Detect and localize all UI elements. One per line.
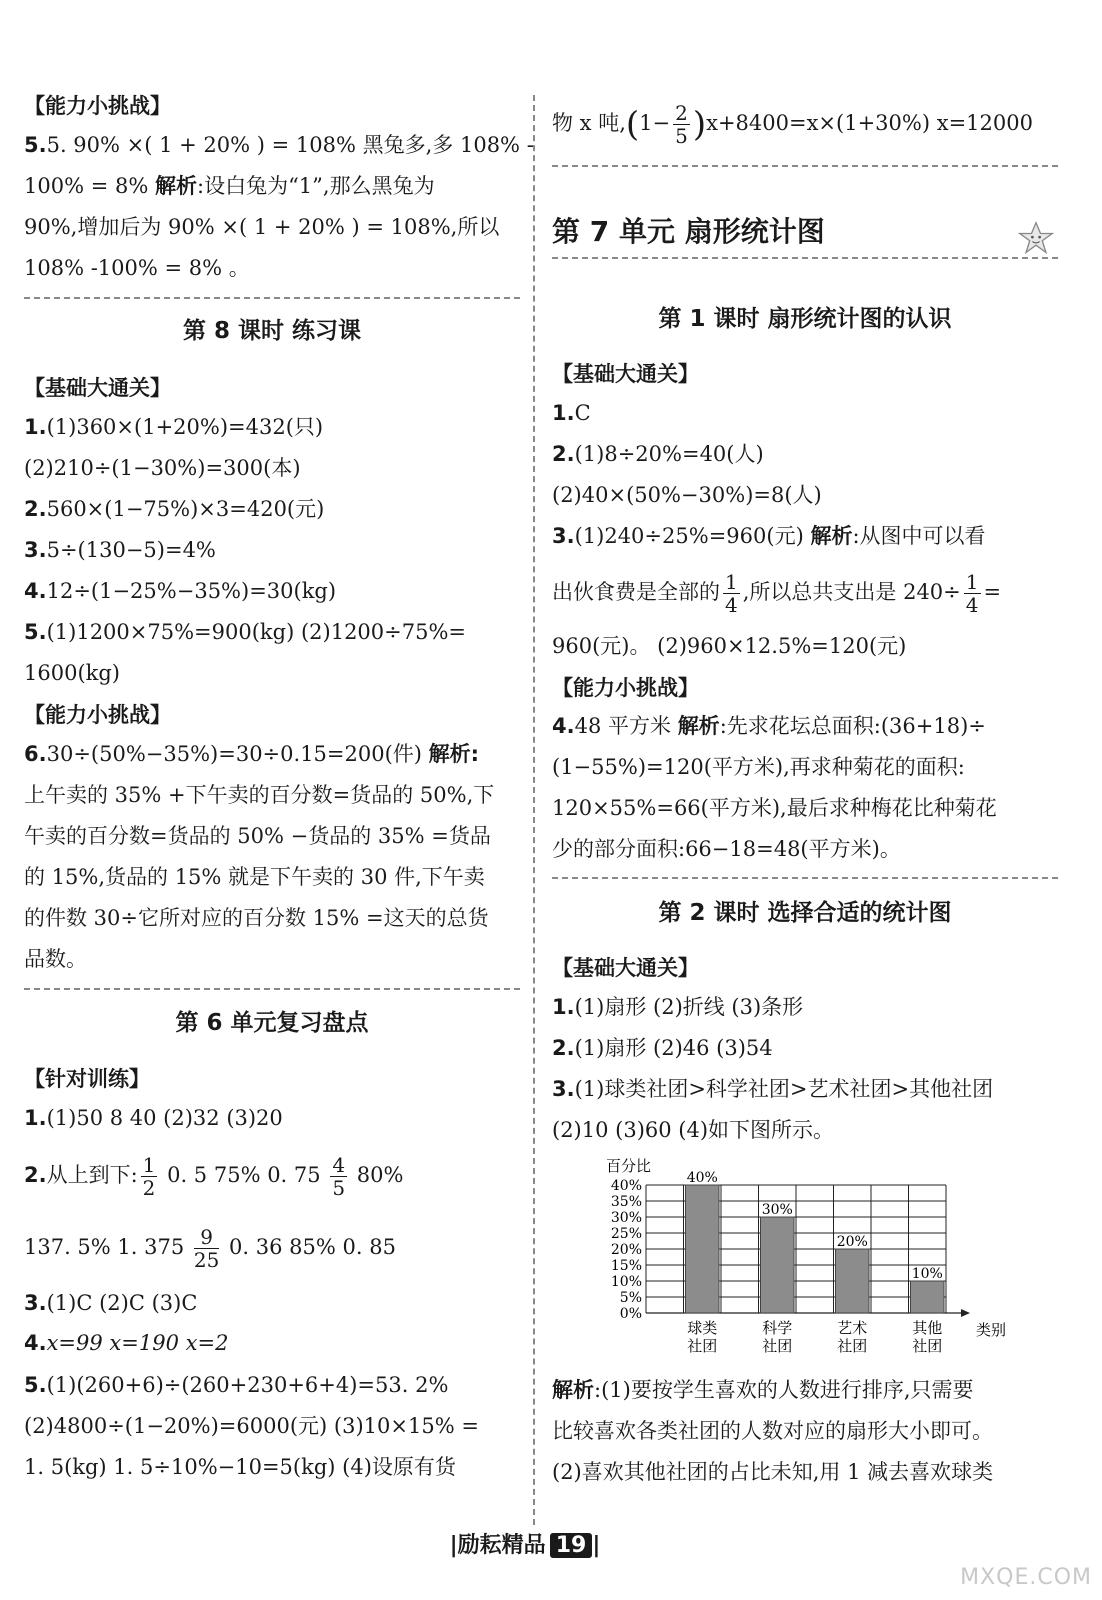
q-number: 6.: [24, 742, 47, 766]
answer-text: 5÷(130−5)=4%: [46, 538, 216, 562]
unit-title: 第 7 单元 扇形统计图: [552, 215, 825, 248]
q-number: 5.: [24, 133, 47, 157]
y-tick-label: 5%: [619, 1290, 642, 1306]
answer-line: 1600(kg): [24, 661, 120, 685]
section-tag: 【基础大通关】: [552, 956, 699, 980]
section-tag: 【基础大通关】: [552, 362, 699, 386]
bar: [836, 1249, 870, 1313]
answer-line: [552, 398, 591, 428]
answer-text: 0. 36 85% 0. 85: [229, 1235, 396, 1259]
answer-line: [24, 171, 435, 201]
answer-text: 从上到下:: [46, 1163, 138, 1187]
answer-text: :先求花坛总面积:(36+18)÷: [719, 714, 986, 738]
answer-line: 午卖的百分数=货品的 50% −货品的 35% =货品: [24, 824, 491, 848]
y-axis-label: 百分比: [606, 1157, 652, 1175]
analysis-label: 解析:: [428, 742, 480, 766]
answer-text: ,所以总共支出是 240÷: [742, 580, 961, 604]
answer-text: C: [574, 401, 591, 425]
answer-text: :(1)要按学生喜欢的人数进行排序,只需要: [594, 1378, 974, 1402]
answer-line: (2)210÷(1−30%)=300(本): [24, 456, 301, 480]
watermark: MXQE.COM: [960, 1565, 1092, 1590]
answer-text: x=99 x=190 x=2: [46, 1331, 229, 1355]
answer-line: [24, 739, 479, 769]
answer-line: 品数。: [24, 947, 87, 971]
answer-line: [552, 521, 986, 551]
answer-line: [552, 711, 986, 741]
answer-text: 0. 5 75% 0. 75: [167, 1163, 321, 1187]
answer-text: 80%: [356, 1163, 404, 1187]
answer-line: [24, 412, 323, 442]
bar-value-label: 10%: [911, 1266, 943, 1282]
answer-text: :设白兔为“1”,那么黑兔为: [197, 174, 435, 198]
q-number: 3.: [552, 1077, 575, 1101]
x-axis-label: 类别: [976, 1321, 1007, 1339]
y-tick-label: 0%: [619, 1306, 642, 1322]
section-divider: [24, 988, 520, 990]
answer-line: [24, 1150, 403, 1200]
answer-line: (2)40×(50%−30%)=8(人): [552, 483, 822, 507]
paren-close: ): [692, 104, 707, 145]
page-footer: |励耘精品 19 |: [449, 1533, 601, 1558]
answer-line: 1. 5(kg) 1. 5÷10%−10=5(kg) (4)设原有货: [24, 1455, 456, 1479]
lesson-title: 第 1 课时 扇形统计图的认识: [658, 306, 952, 332]
answer-text: (1)C (2)C (3)C: [46, 1291, 198, 1315]
analysis-label: 解析: [810, 524, 853, 548]
answer-text: x+8400=x×(1+30%) x=12000: [706, 111, 1033, 135]
x-axis-arrow: [961, 1309, 970, 1317]
bar-value-label: 30%: [761, 1202, 793, 1218]
bar: [686, 1185, 720, 1313]
lesson-title: 第 8 课时 练习课: [182, 318, 362, 344]
q-number: 4.: [552, 714, 575, 738]
bar-value-label: 20%: [836, 1234, 868, 1250]
answer-line: [24, 617, 466, 647]
section-divider: [552, 877, 1058, 879]
answer-text: 5. 90% ×( 1 + 20% ) = 108% 黑兔多,多 108% -: [46, 133, 534, 157]
answer-line: [24, 1288, 197, 1318]
answer-line: (2)喜欢其他社团的占比未知,用 1 减去喜欢球类: [552, 1460, 994, 1484]
answer-text: (1)240÷25%=960(元): [574, 524, 804, 548]
fraction: $\frac{2}{5}$: [675, 101, 688, 148]
answer-text: (1)360×(1+20%)=432(只): [46, 415, 324, 439]
q-number: 2.: [24, 497, 47, 521]
section-tag: 【针对训练】: [24, 1067, 150, 1091]
answer-line: (2)4800÷(1−20%)=6000(元) (3)10×15% =: [24, 1414, 479, 1438]
fraction: $\frac{9}{25}$: [193, 1225, 220, 1272]
q-number: 4.: [24, 1331, 47, 1355]
section-tag: 【基础大通关】: [24, 376, 171, 400]
answer-line: [24, 535, 216, 565]
y-tick-label: 40%: [610, 1178, 642, 1194]
answer-text: 物 x 吨,: [552, 111, 626, 135]
q-number: 4.: [24, 579, 47, 603]
answer-line: 的 15%,货品的 15% 就是下午卖的 30 件,下午卖: [24, 865, 485, 889]
answer-line: [24, 1328, 228, 1358]
column-divider: [533, 95, 535, 1525]
answer-text: =: [983, 580, 1002, 604]
answer-text: (1)8÷20%=40(人): [574, 442, 764, 466]
y-tick-label: 30%: [610, 1210, 642, 1226]
x-tick-label: 社团: [912, 1337, 943, 1355]
answer-text: 1−: [639, 111, 671, 135]
section-divider: [552, 165, 1058, 167]
answer-text: 12÷(1−25%−35%)=30(kg): [46, 579, 337, 603]
x-tick-label: 科学: [762, 1319, 793, 1337]
x-tick-label: 艺术: [837, 1319, 868, 1337]
section-divider: [552, 257, 1058, 259]
x-tick-label: 球类: [687, 1319, 718, 1337]
answer-line: 的件数 30÷它所对应的百分数 15% =这天的总货: [24, 906, 489, 930]
x-tick-label: 社团: [837, 1337, 868, 1355]
bar: [911, 1281, 945, 1313]
q-number: 1.: [24, 415, 47, 439]
paren-open: (: [625, 104, 640, 145]
lesson-title: 第 6 单元复习盘点: [175, 1010, 369, 1036]
answer-text: 30÷(50%−35%)=30÷0.15=200(件): [46, 742, 422, 766]
answer-line: 上午卖的 35% +下午卖的百分数=货品的 50%,下: [24, 783, 495, 807]
answer-line: 少的部分面积:66−18=48(平方米)。: [552, 837, 901, 861]
answer-text: (1)球类社团>科学社团>艺术社团>其他社团: [574, 1077, 994, 1101]
analysis-label: 解析: [552, 1378, 594, 1402]
answer-line: [24, 1370, 448, 1400]
answer-line: [24, 1220, 396, 1274]
answer-text: 100% = 8%: [24, 174, 149, 198]
answer-line: [24, 494, 324, 524]
answer-line: 比较喜欢各类社团的人数对应的扇形大小即可。: [552, 1419, 993, 1443]
q-number: 2.: [552, 442, 575, 466]
q-number: 2.: [24, 1163, 47, 1187]
q-number: 3.: [24, 1291, 47, 1315]
answer-line: 90%,增加后为 90% ×( 1 + 20% ) = 108%,所以: [24, 215, 500, 239]
bar-chart: [600, 1150, 1007, 1360]
brand-name: 励耘精品: [457, 1533, 546, 1558]
fraction: $\frac{1}{4}$: [725, 570, 738, 617]
fraction: $\frac{1}{4}$: [965, 570, 979, 617]
q-number: 5.: [24, 620, 47, 644]
section-tag: 【能力小挑战】: [24, 94, 171, 118]
answer-line: (1−55%)=120(平方米),再求种菊花的面积:: [552, 755, 965, 779]
answer-line: [552, 1375, 974, 1405]
bar: [761, 1217, 795, 1313]
x-tick-label: 其他: [912, 1319, 943, 1337]
answer-text: :从图中可以看: [852, 524, 986, 548]
y-tick-label: 20%: [610, 1242, 642, 1258]
answer-text: 48 平方米: [574, 714, 671, 738]
bar-value-label: 40%: [686, 1170, 718, 1186]
answer-line: [552, 566, 1001, 618]
answer-line: 108% -100% = 8% 。: [24, 256, 250, 280]
q-number: 1.: [552, 995, 575, 1019]
answer-text: (1)(260+6)÷(260+230+6+4)=53. 2%: [46, 1373, 449, 1397]
q-number: 3.: [552, 524, 575, 548]
answer-line: (2)10 (3)60 (4)如下图所示。: [552, 1118, 835, 1142]
answer-line: [552, 1074, 993, 1104]
answer-line: 960(元)。 (2)960×12.5%=120(元): [552, 634, 907, 658]
y-tick-label: 25%: [610, 1226, 642, 1242]
answer-line: [24, 576, 336, 606]
q-number: 1.: [552, 401, 575, 425]
page-number: 19: [550, 1533, 593, 1558]
answer-text: 137. 5% 1. 375: [24, 1235, 185, 1259]
answer-line: [552, 439, 764, 469]
x-tick-label: 社团: [762, 1337, 793, 1355]
y-tick-label: 10%: [610, 1274, 642, 1290]
answer-text: 560×(1−75%)×3=420(元): [46, 497, 325, 521]
answer-text: (1)50 8 40 (2)32 (3)20: [46, 1106, 283, 1130]
answer-text: (1)扇形 (2)折线 (3)条形: [574, 995, 804, 1019]
y-tick-label: 35%: [610, 1194, 642, 1210]
fraction: $\frac{4}{5}$: [332, 1153, 346, 1200]
analysis-label: 解析: [155, 174, 197, 198]
answer-line: [552, 102, 1033, 147]
star-icon: [1018, 220, 1054, 256]
lesson-title: 第 2 课时 选择合适的统计图: [658, 900, 952, 926]
section-divider: [24, 297, 520, 299]
answer-line: [552, 1033, 773, 1063]
x-tick-label: 社团: [687, 1337, 718, 1355]
section-tag: 【能力小挑战】: [24, 703, 171, 727]
answer-line: [24, 1103, 283, 1133]
q-number: 3.: [24, 538, 47, 562]
y-tick-label: 15%: [610, 1258, 642, 1274]
answer-text: 出伙食费是全部的: [552, 580, 720, 604]
answer-text: (1)1200×75%=900(kg) (2)1200÷75%=: [46, 620, 467, 644]
q-number: 5.: [24, 1373, 47, 1397]
q-number: 1.: [24, 1106, 47, 1130]
section-tag: 【能力小挑战】: [552, 676, 699, 700]
q-number: 2.: [552, 1036, 575, 1060]
answer-text: (1)扇形 (2)46 (3)54: [574, 1036, 773, 1060]
answer-line: [24, 130, 534, 160]
analysis-label: 解析: [677, 714, 720, 738]
fraction: $\frac{1}{2}$: [142, 1153, 156, 1200]
answer-line: 120×55%=66(平方米),最后求种梅花比种菊花: [552, 796, 997, 820]
answer-line: [552, 992, 803, 1022]
